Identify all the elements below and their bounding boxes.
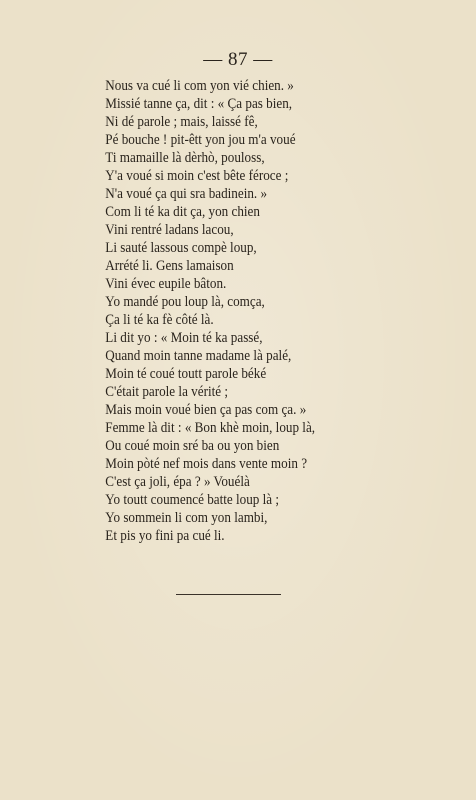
poem-line: Vini rentré ladans lacou, [105,222,234,238]
poem-line: Missié tanne ça, dit : « Ça pas bien, [105,96,293,112]
poem-line: Li sauté lassous compè loup, [105,240,257,256]
poem-line: Ni dé parole ; mais, laissé fê, [105,114,258,130]
poem-line: Vini évec eupile bâton. [105,276,227,292]
poem-line: Li dit yo : « Moin té ka passé, [105,330,263,346]
poem-line: Moin pòté nef mois dans vente moin ? [105,456,308,472]
poem-line: N'a voué ça qui sra badinein. » [105,186,268,202]
poem-line: Y'a voué si moin c'est bête féroce ; [105,168,289,184]
poem-line: Pé bouche ! pit-êtt yon jou m'a voué [105,132,296,148]
poem-line: Yo sommein li com yon lambi, [105,510,268,526]
poem-line: Ti mamaille là dèrhò, pouloss, [105,150,265,166]
poem-line: C'est ça joli, épa ? » Vouélà [105,474,250,490]
poem-line: Femme là dit : « Bon khè moin, loup là, [105,420,316,436]
poem-line: Arrété li. Gens lamaison [105,258,234,274]
poem-line: Moin té coué toutt parole béké [105,366,267,382]
end-rule [176,594,281,595]
poem-line: Yo toutt coumencé batte loup là ; [105,492,280,508]
poem-text [0,77,476,545]
poem-line: Mais moin voué bien ça pas com ça. » [105,402,307,418]
poem-line: Quand moin tanne madame là palé, [105,348,292,364]
poem-line: Nous va cué li com yon vié chien. » [105,78,294,94]
page-number: — 87 — [203,49,273,70]
poem-line: Yo mandé pou loup là, comça, [105,294,265,310]
poem-line: Ou coué moin sré ba ou yon bien [105,438,280,454]
poem-line: Com li té ka dit ça, yon chien [105,204,260,220]
poem-line: Ça li té ka fè côté là. [105,312,214,328]
poem-line: C'était parole la vérité ; [105,384,229,400]
poem-line: Et pis yo fini pa cué li. [105,528,225,544]
